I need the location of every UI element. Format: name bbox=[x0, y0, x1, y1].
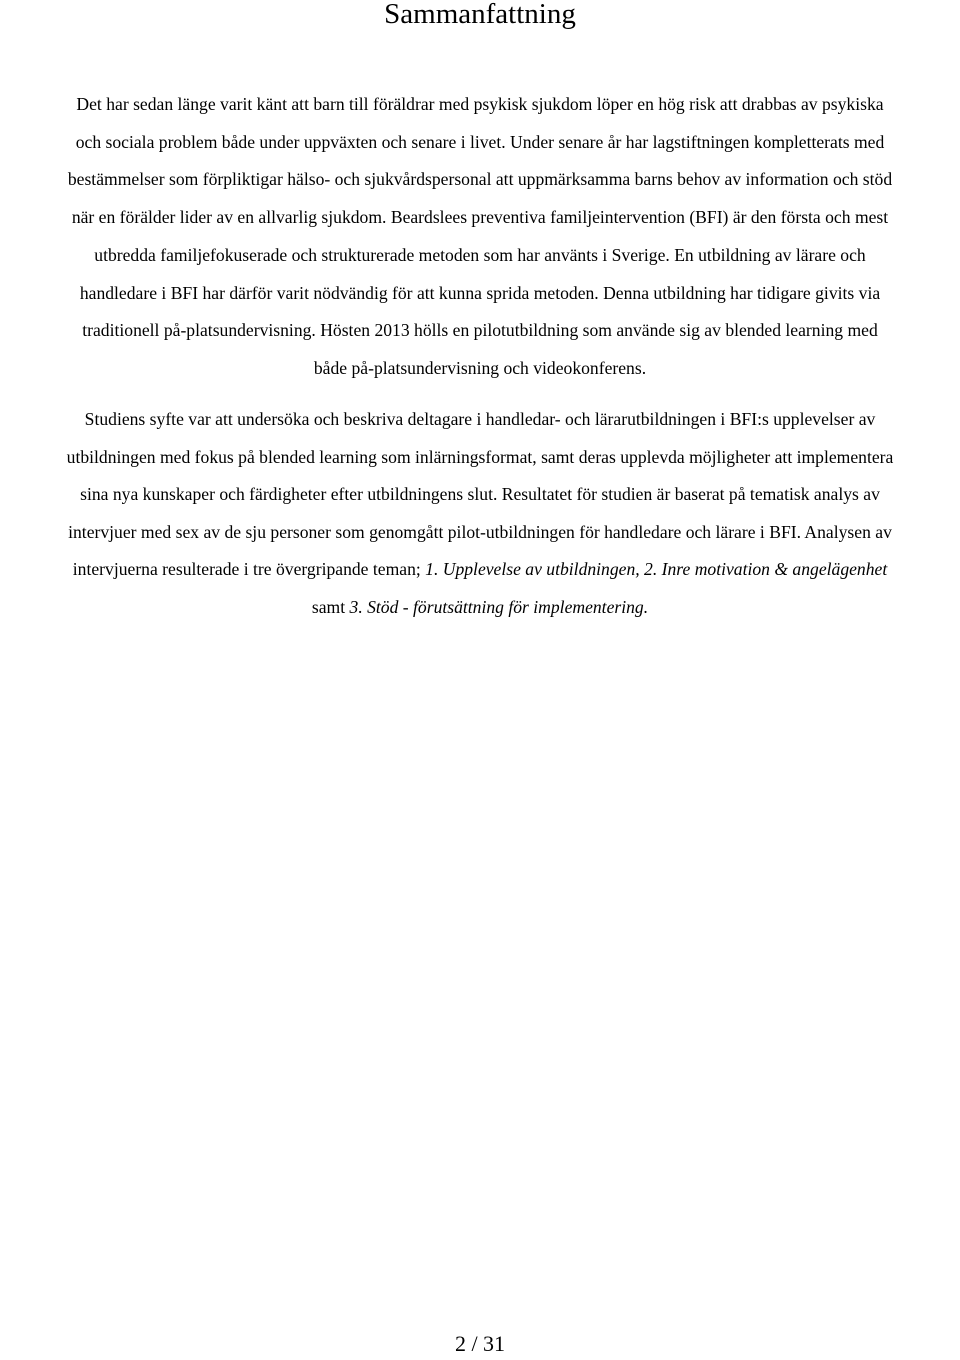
text-line bbox=[0, 589, 960, 627]
text-line: utbildningen med fokus på blended learning som inlärningsformat, samt deras upplevda möjligheter att implementera bbox=[66, 446, 894, 467]
themes-italic: 3. Stöd - förutsättning för implementering. bbox=[349, 596, 649, 617]
text-line: när en förälder lider av en allvarlig sjukdom. Beardslees preventiva familjeintervention (BFI) är den första och mest bbox=[71, 207, 889, 228]
text-line: utbredda familjefokuserade och strukturerade metoden som har använts i Sverige. En utbildning av lärare och bbox=[94, 244, 866, 265]
page-number: 2 / 31 bbox=[454, 1331, 506, 1356]
text-line: bestämmelser som förpliktigar hälso- och sjukvårdspersonal att uppmärksamma barns behov av information och stöd bbox=[67, 169, 893, 190]
text-line: handledare i BFI har därför varit nödvändig för att kunna sprida metoden. Denna utbildning har tidigare givits via bbox=[79, 282, 881, 303]
text-line: och sociala problem både under uppväxten och senare i livet. Under senare år har lagstiftningen kompletterats med bbox=[75, 131, 885, 152]
paragraph-background bbox=[0, 86, 960, 388]
text-line bbox=[0, 551, 960, 589]
page-title: Sammanfattning bbox=[384, 0, 576, 30]
text-segment: intervjuerna resulterade i tre övergripande teman; bbox=[72, 559, 426, 579]
themes-italic: 1. Upplevelse av utbildningen, 2. Inre motivation & angelägenhet bbox=[425, 559, 888, 579]
text-line: Studiens syfte var att undersöka och beskriva deltagare i handledar- och lärarutbildningen i BFI:s upplevelser av bbox=[84, 409, 876, 429]
text-line: traditionell på-platsundervisning. Hösten 2013 hölls en pilotutbildning som använde sig av blended learning med bbox=[82, 320, 878, 341]
text-line: intervjuer med sex av de sju personer som genomgått pilot-utbildningen för handledare och lärare i BFI. Analysen av bbox=[68, 521, 892, 542]
paragraph-study-aim bbox=[0, 401, 960, 626]
text-line: både på-platsundervisning och videokonferens. bbox=[313, 357, 647, 378]
text-line: sina nya kunskaper och färdigheter efter utbildningens slut. Resultatet för studien är baserat på tematisk analys av bbox=[80, 484, 880, 504]
text-line: Det har sedan länge varit känt att barn till föräldrar med psykisk sjukdom löper en hög risk att drabbas av psykiska bbox=[76, 94, 884, 114]
text-segment: samt bbox=[311, 596, 350, 617]
